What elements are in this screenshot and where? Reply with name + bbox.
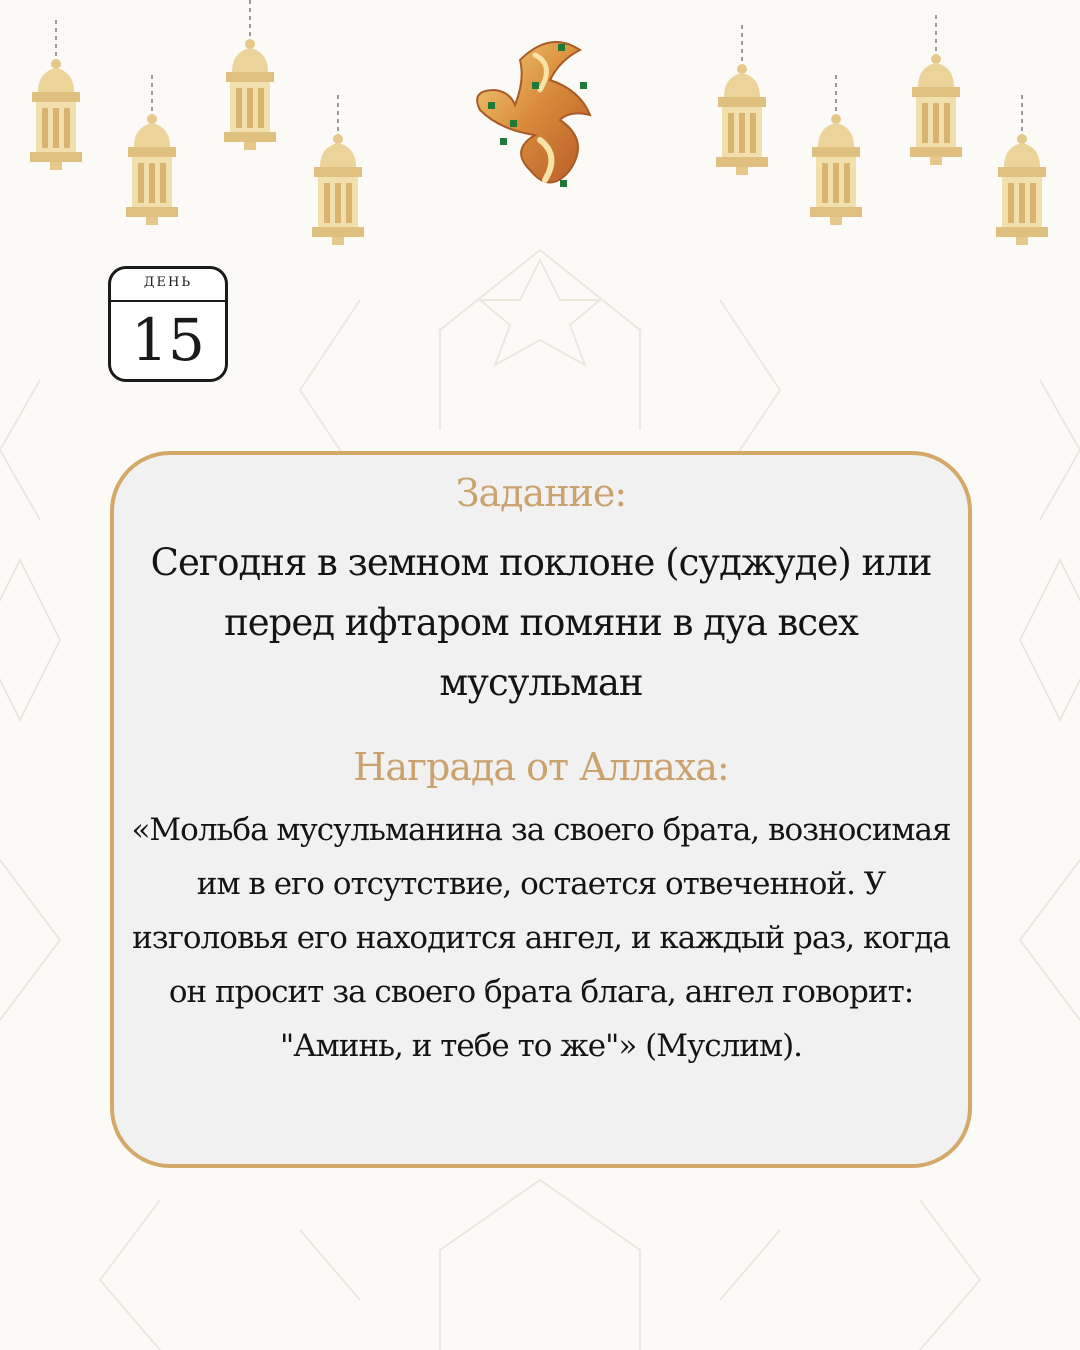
hanging-lantern-icon xyxy=(308,95,368,255)
task-text: Сегодня в земном поклоне (суджуде) или перед ифтаром помяни в дуа всех мусульман xyxy=(150,541,932,704)
content-card xyxy=(110,451,972,1168)
hanging-lantern-icon xyxy=(220,0,280,160)
hanging-lantern-icon xyxy=(992,95,1052,255)
task-heading: Задание: xyxy=(455,471,627,515)
day-number: 15 xyxy=(131,306,205,374)
reward-text: «Мольба мусульманина за своего брата, возносимая им в его отсутствие, остается отвеченной. У изголовья его находится ангел, и каждый раз, когда он просит за своего брата блага, ангел говорит: "Аминь, и тебе то же"» (Муслим). xyxy=(131,812,951,1064)
hanging-lantern-icon xyxy=(122,75,182,235)
hanging-lantern-icon xyxy=(806,75,866,235)
badge-divider xyxy=(111,300,225,302)
hanging-lantern-icon xyxy=(712,25,772,185)
day-label: ДЕНЬ xyxy=(143,275,193,290)
day-badge xyxy=(108,266,228,382)
hanging-lantern-icon xyxy=(906,15,966,175)
arabic-calligraphy-emblem xyxy=(440,20,640,205)
hanging-lantern-icon xyxy=(26,20,86,180)
reward-heading: Награда от Аллаха: xyxy=(353,745,729,789)
